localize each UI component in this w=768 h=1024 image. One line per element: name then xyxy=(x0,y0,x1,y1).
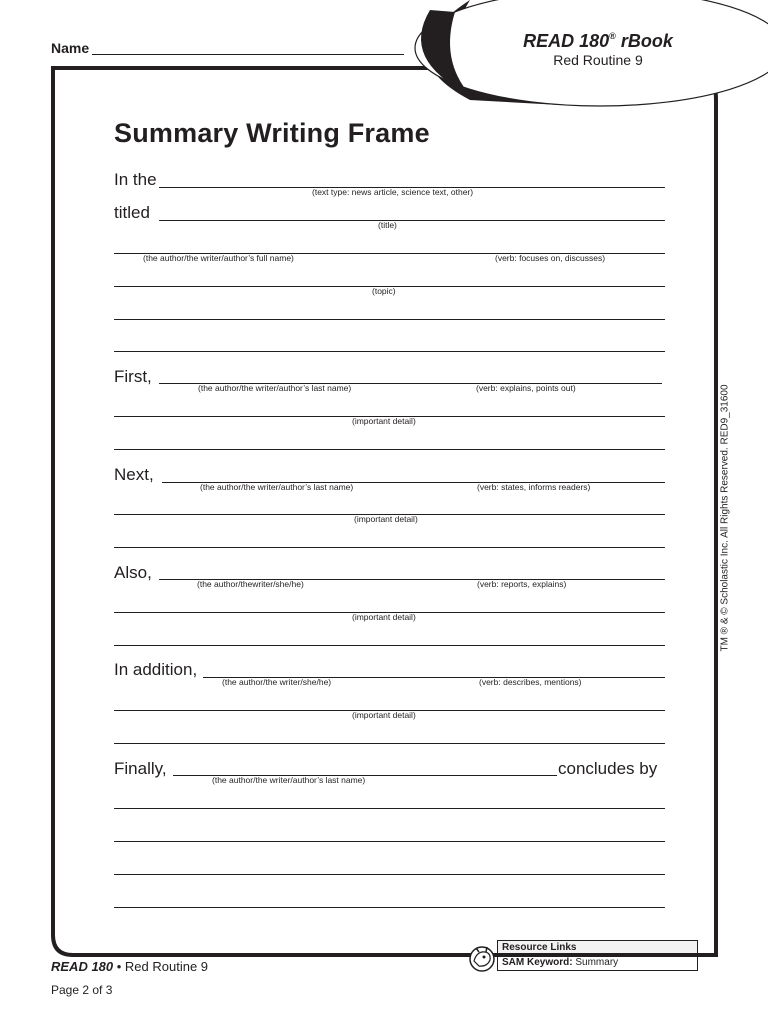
copyright-notice: TM ® & © Scholastic Inc. All Rights Reserved. RED9_31600 xyxy=(719,384,731,652)
hint-detail: (important detail) xyxy=(354,514,418,524)
hint-author-she: (the author/the writer/she/he) xyxy=(222,677,332,687)
hint-verb-describes: (verb: describes, mentions) xyxy=(479,677,582,687)
hint-author-last: (the author/the writer/author’s last name) xyxy=(212,775,366,785)
blank-line[interactable] xyxy=(114,841,665,842)
name-line[interactable] xyxy=(92,54,404,55)
footer-brand: READ 180 • Red Routine 9 xyxy=(51,959,209,974)
lead-concludes-by: concludes by xyxy=(558,759,658,778)
hint-author-last: (the author/the writer/author’s last name) xyxy=(198,383,352,393)
lead-in-addition: In addition, xyxy=(114,660,198,679)
brand-title: READ 180® rBook xyxy=(523,31,673,51)
lead-finally: Finally, xyxy=(114,759,167,778)
hint-title: (title) xyxy=(378,220,397,230)
hint-verb-explains: (verb: explains, points out) xyxy=(476,383,576,393)
blank-line[interactable] xyxy=(159,220,665,221)
lead-also: Also, xyxy=(114,563,152,582)
page-title: Summary Writing Frame xyxy=(114,118,430,148)
lead-first: First, xyxy=(114,367,152,386)
name-label: Name xyxy=(51,40,90,56)
sam-keyword[interactable]: SAM Keyword: Summary xyxy=(497,955,698,971)
hint-author-she: (the author/thewriter/she/he) xyxy=(197,579,304,589)
hint-text-type: (text type: news article, science text, other) xyxy=(312,187,474,197)
blank-line[interactable] xyxy=(114,808,665,809)
page-number: Page 2 of 3 xyxy=(51,983,113,997)
blank-line[interactable] xyxy=(114,743,665,744)
hint-verb-reports: (verb: reports, explains) xyxy=(477,579,567,589)
blank-line[interactable] xyxy=(114,319,665,320)
resource-links-header: Resource Links xyxy=(497,940,698,954)
lead-in-the: In the xyxy=(114,170,157,189)
hint-verb-states: (verb: states, informs readers) xyxy=(477,482,591,492)
sam-mascot-icon xyxy=(467,943,499,973)
hint-author-full: (the author/the writer/author’s full name) xyxy=(143,253,294,263)
lead-titled: titled xyxy=(114,203,150,222)
hint-detail: (important detail) xyxy=(352,416,416,426)
hint-topic: (topic) xyxy=(372,286,396,296)
hint-detail: (important detail) xyxy=(352,612,416,622)
blank-line[interactable] xyxy=(114,351,665,352)
routine-label: Red Routine 9 xyxy=(553,52,643,68)
lead-next: Next, xyxy=(114,465,154,484)
hint-verb-focuses: (verb: focuses on, discusses) xyxy=(495,253,606,263)
hint-detail: (important detail) xyxy=(352,710,416,720)
hint-author-last: (the author/the writer/author’s last name) xyxy=(200,482,354,492)
blank-line[interactable] xyxy=(114,449,665,450)
blank-line[interactable] xyxy=(114,645,665,646)
blank-line[interactable] xyxy=(114,547,665,548)
blank-line[interactable] xyxy=(114,907,665,908)
blank-line[interactable] xyxy=(114,874,665,875)
